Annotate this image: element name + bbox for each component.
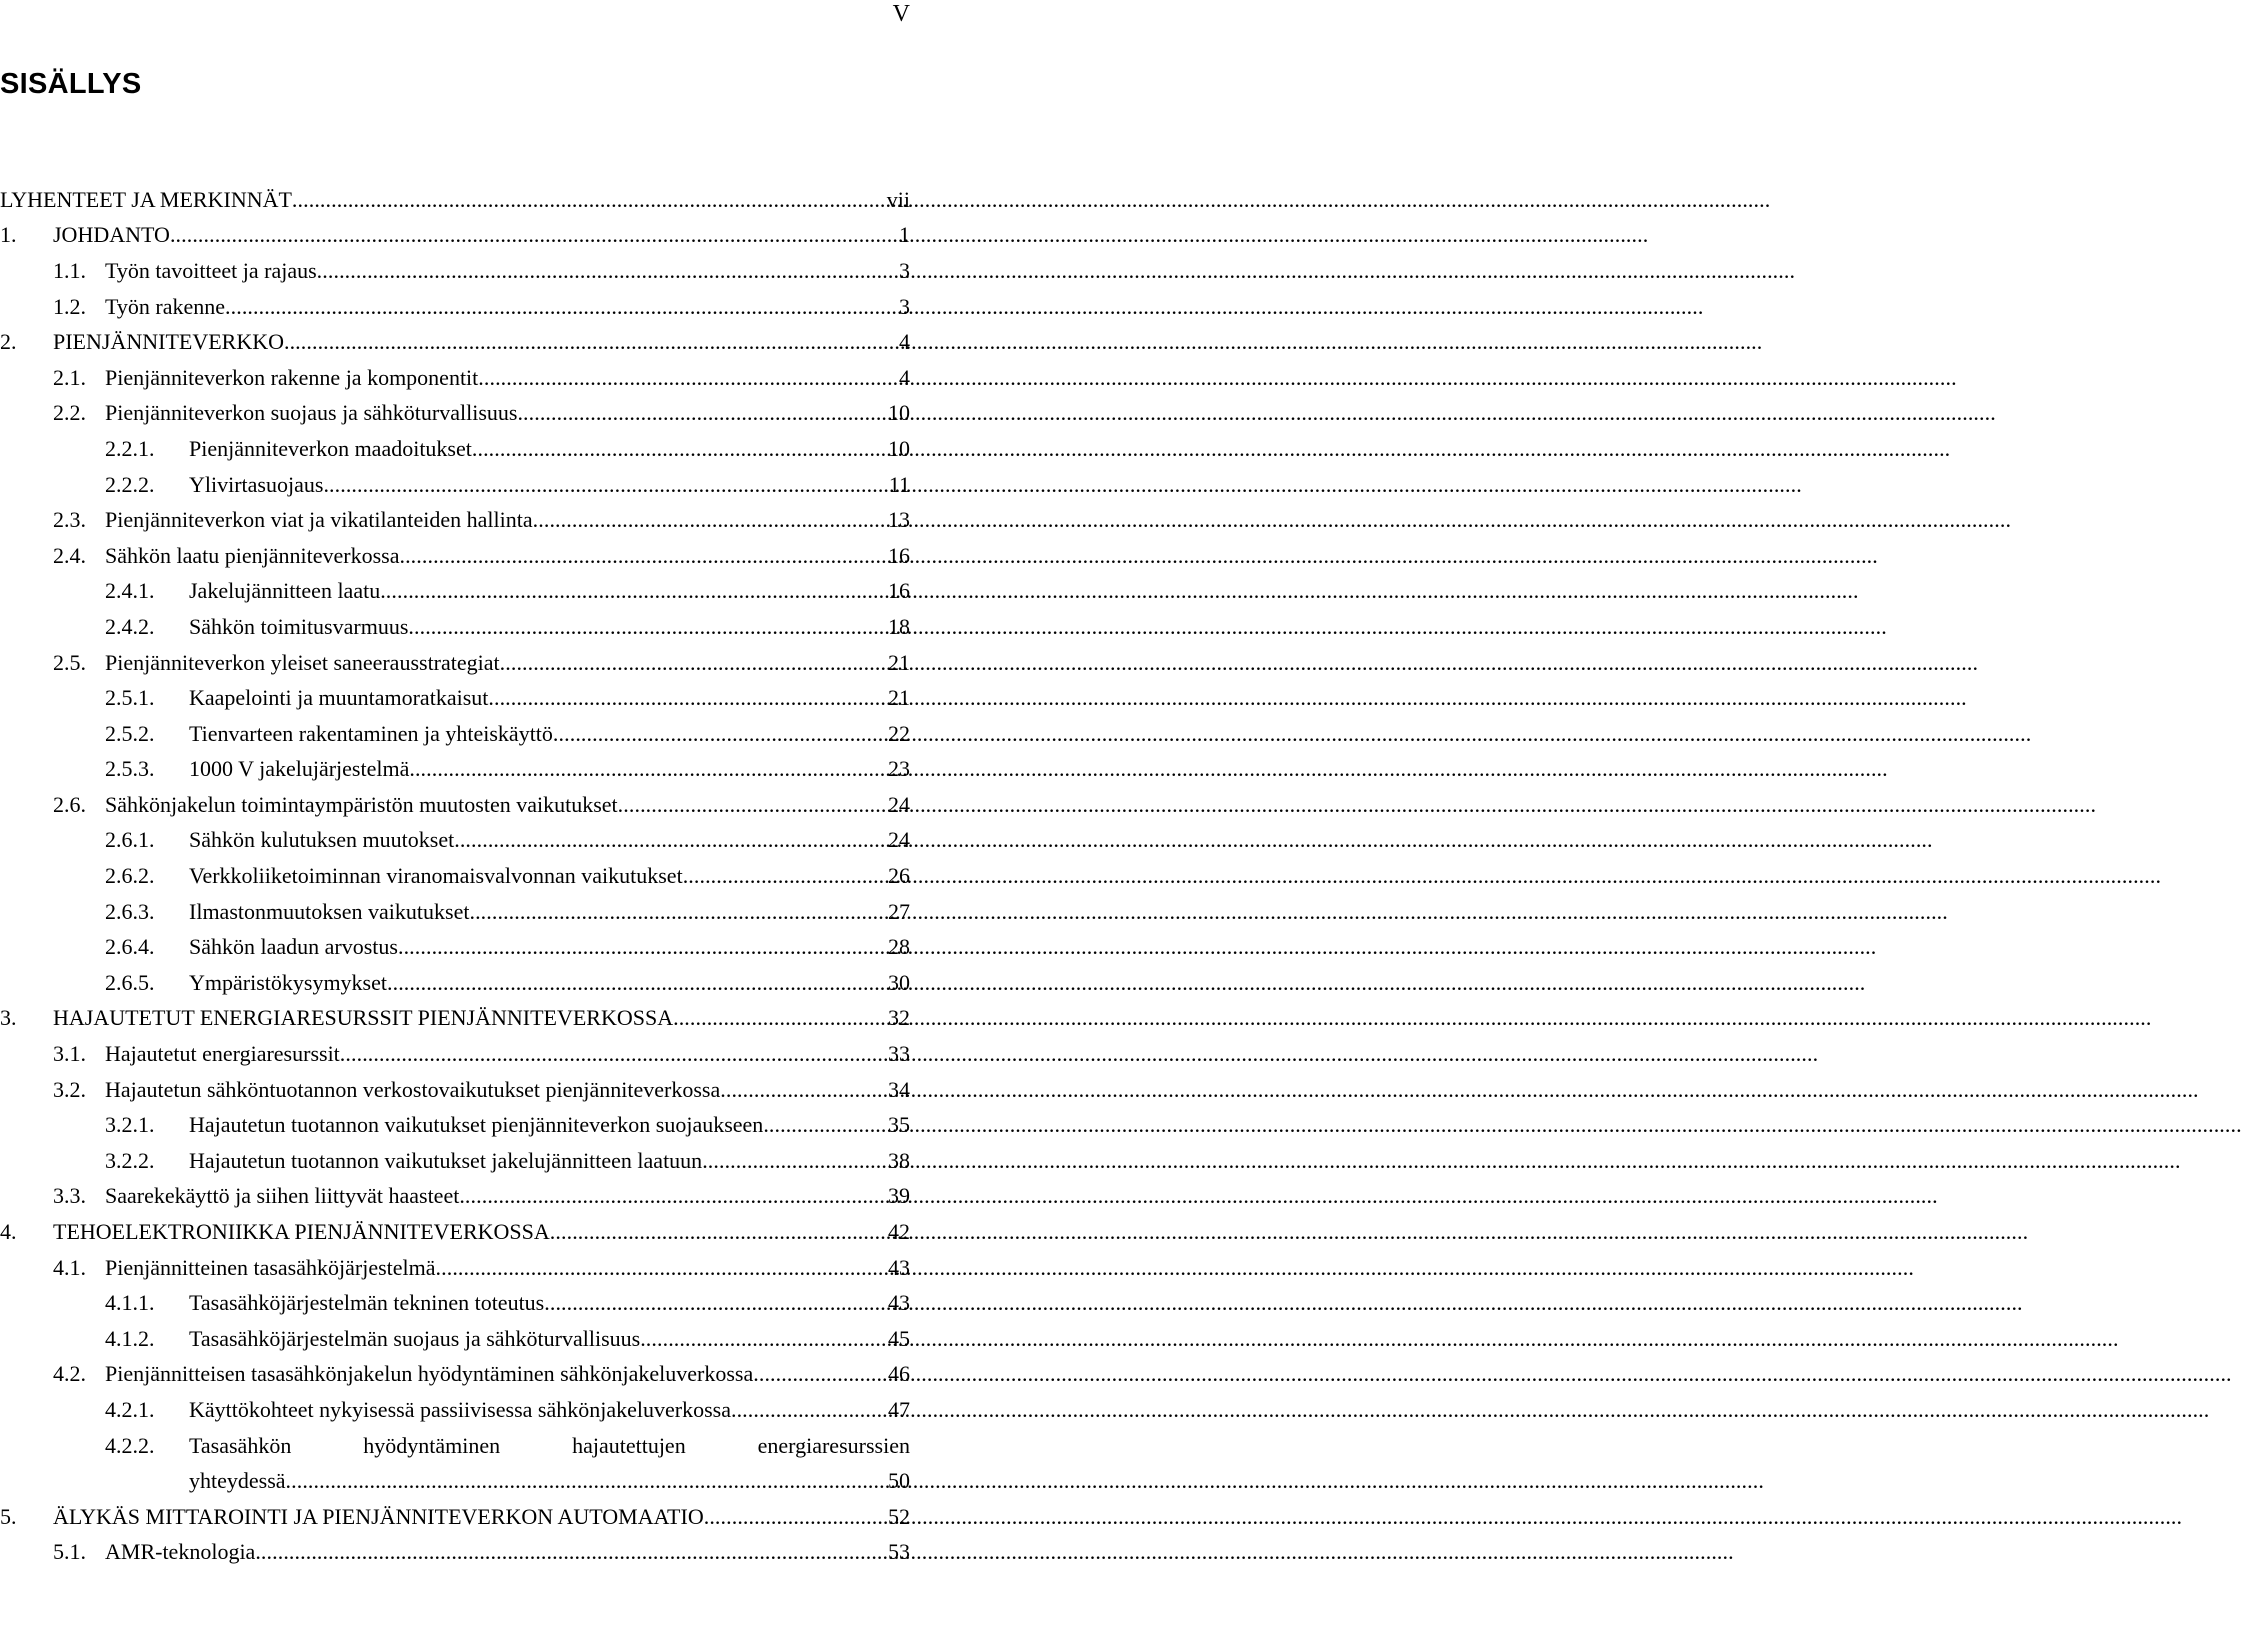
toc-leader-dots xyxy=(720,1077,888,1103)
toc-entry-number: 4.1. xyxy=(53,1254,86,1280)
toc-entry-page: 11 xyxy=(888,471,910,497)
toc-entry-number: 3.2.1. xyxy=(105,1112,155,1138)
toc-entry-page: vii xyxy=(886,186,910,212)
toc-entry-title: Tienvarteen rakentaminen ja yhteiskäyttö xyxy=(189,720,553,746)
toc-entry[interactable] xyxy=(0,1214,910,1250)
toc-entry[interactable] xyxy=(0,680,910,716)
toc-entry[interactable] xyxy=(0,467,910,503)
toc-leader-dots xyxy=(340,1041,888,1067)
toc-entry-page: 21 xyxy=(888,649,910,675)
toc-entry-number: 2.6.5. xyxy=(105,969,155,995)
toc-leader-dots xyxy=(544,1290,888,1316)
toc-entry-page: 18 xyxy=(888,613,910,639)
toc-entry-number: 2.6.4. xyxy=(105,934,155,960)
toc-entry-title: Kaapelointi ja muuntamoratkaisut xyxy=(189,685,489,711)
toc-entry-page: 10 xyxy=(888,400,910,426)
toc-entry-page: 3 xyxy=(899,257,910,283)
toc-leader-dots xyxy=(255,1539,888,1565)
toc-entry-number: 4.2.2. xyxy=(105,1432,155,1458)
toc-entry[interactable] xyxy=(0,324,910,360)
toc-entry-title: Tasasähköjärjestelmän tekninen toteutus xyxy=(189,1290,545,1316)
toc-entry-page: 13 xyxy=(888,507,910,533)
toc-entry[interactable] xyxy=(0,431,910,467)
toc-entry-title: Käyttökohteet nykyisessä passiivisessa sähkönjakeluverkossa xyxy=(189,1396,731,1422)
toc-entry[interactable] xyxy=(0,752,910,788)
toc-entry-page: 39 xyxy=(888,1183,910,1209)
toc-entry[interactable] xyxy=(0,1428,910,1464)
toc-entry-number: 2.6.3. xyxy=(105,898,155,924)
toc-leader-dots xyxy=(673,1005,888,1031)
toc-entry-page: 43 xyxy=(888,1254,910,1280)
toc-entry-number: 3.2. xyxy=(53,1076,86,1102)
toc-leader-dots xyxy=(436,1255,888,1281)
toc-title-word: hyödyntäminen xyxy=(363,1432,501,1458)
toc-entry-number: 3. xyxy=(0,1005,17,1031)
toc-entry-title: 1000 V jakelujärjestelmä xyxy=(189,756,410,782)
toc-entry-title: LYHENTEET JA MERKINNÄT xyxy=(0,186,292,212)
toc-entry-page: 32 xyxy=(888,1005,910,1031)
toc-entry-page: 23 xyxy=(888,756,910,782)
toc-entry[interactable] xyxy=(0,1321,910,1357)
toc-entry-number: 3.2.2. xyxy=(105,1147,155,1173)
toc-entry-page: 22 xyxy=(888,720,910,746)
toc-entry-title: Pienjänniteverkon suojaus ja sähköturvallisuus xyxy=(105,400,518,426)
toc-entry[interactable] xyxy=(0,965,910,1001)
toc-leader-dots xyxy=(380,578,888,604)
toc-entry[interactable] xyxy=(0,1072,910,1108)
toc-entry-title: yhteydessä xyxy=(189,1468,286,1494)
toc-entry-title: Saarekekäyttö ja siihen liittyvät haasteet xyxy=(105,1183,460,1209)
toc-leader-dots xyxy=(550,1219,888,1245)
toc-entry-page: 27 xyxy=(888,898,910,924)
toc-leader-dots xyxy=(323,472,888,498)
toc-entry-title: Ilmastonmuutoksen vaikutukset xyxy=(189,898,470,924)
toc-entry-page: 21 xyxy=(888,685,910,711)
toc-leader-dots xyxy=(753,1361,888,1387)
toc-title-word: hajautettujen xyxy=(572,1432,686,1458)
toc-entry-title: Pienjännitteinen tasasähköjärjestelmä xyxy=(105,1254,436,1280)
toc-leader-dots xyxy=(702,1148,888,1174)
toc-entry-title: Tasasähköjärjestelmän suojaus ja sähköturvallisuus xyxy=(189,1325,641,1351)
toc-entry[interactable] xyxy=(0,858,910,894)
toc-leader-dots xyxy=(408,614,888,640)
toc-entry-title: Työn tavoitteet ja rajaus xyxy=(105,257,317,283)
toc-entry-page: 4 xyxy=(899,329,910,355)
toc-entry-title: JOHDANTO xyxy=(53,222,170,248)
toc-entry-title: Pienjänniteverkon rakenne ja komponentit xyxy=(105,364,479,390)
toc-entry-number: 2.4.1. xyxy=(105,578,155,604)
toc-title-word: Tasasähkön xyxy=(189,1432,292,1458)
toc-leader-dots xyxy=(500,650,888,676)
toc-title-word: energiaresurssien xyxy=(757,1432,910,1458)
toc-entry-page: 33 xyxy=(888,1041,910,1067)
toc-entry-page: 38 xyxy=(888,1147,910,1173)
toc-entry-title: Pienjänniteverkon yleiset saneerausstrategiat xyxy=(105,649,500,675)
toc-entry[interactable] xyxy=(0,894,910,930)
toc-entry-number: 2.6. xyxy=(53,791,86,817)
toc-entry-number: 2.6.2. xyxy=(105,863,155,889)
toc-leader-dots xyxy=(317,258,896,284)
toc-entry-number: 5.1. xyxy=(53,1539,86,1565)
table-of-contents xyxy=(0,182,910,1570)
toc-entry[interactable] xyxy=(0,1535,910,1571)
toc-leader-dots xyxy=(640,1326,888,1352)
toc-entry-page: 4 xyxy=(899,364,910,390)
page-number: V xyxy=(892,1,910,27)
toc-leader-dots xyxy=(225,294,896,320)
toc-entry[interactable] xyxy=(0,1357,910,1393)
toc-entry-title: Hajautetun sähköntuotannon verkostovaikutukset pienjänniteverkossa xyxy=(105,1076,721,1102)
toc-entry-number: 4.1.1. xyxy=(105,1290,155,1316)
toc-entry-number: 2.1. xyxy=(53,364,86,390)
toc-entry[interactable] xyxy=(0,1107,910,1143)
toc-entry-number: 3.1. xyxy=(53,1041,86,1067)
toc-entry-page: 45 xyxy=(888,1325,910,1351)
toc-entry-title: Sähkön kulutuksen muutokset xyxy=(189,827,455,853)
toc-entry[interactable] xyxy=(0,182,910,218)
toc-entry-number: 1.2. xyxy=(53,293,86,319)
toc-leader-dots xyxy=(763,1112,888,1138)
toc-entry-page: 24 xyxy=(888,791,910,817)
toc-entry-number: 5. xyxy=(0,1503,17,1529)
toc-leader-dots xyxy=(517,400,888,426)
toc-entry[interactable] xyxy=(0,253,910,289)
toc-entry-page: 52 xyxy=(888,1503,910,1529)
toc-entry-number: 2.5.2. xyxy=(105,720,155,746)
toc-entry-number: 1. xyxy=(0,222,17,248)
toc-entry-title: Sähkön laadun arvostus xyxy=(189,934,398,960)
toc-entry-page: 46 xyxy=(888,1361,910,1387)
toc-entry[interactable] xyxy=(0,1179,910,1215)
toc-entry-page: 47 xyxy=(888,1396,910,1422)
toc-leader-dots xyxy=(399,543,888,569)
toc-leader-dots xyxy=(618,792,888,818)
toc-entry[interactable] xyxy=(0,609,910,645)
toc-entry-title: Sähkön toimitusvarmuus xyxy=(189,613,409,639)
toc-entry-title: Sähkön laatu pienjänniteverkossa xyxy=(105,542,400,568)
toc-entry-number: 2.4.2. xyxy=(105,613,155,639)
toc-entry-title: Pienjännitteisen tasasähkönjakelun hyödyntäminen sähkönjakeluverkossa xyxy=(105,1361,754,1387)
toc-leader-dots xyxy=(731,1397,888,1423)
toc-entry-title: Pienjänniteverkon maadoitukset xyxy=(189,435,472,461)
toc-entry-number: 2.5.1. xyxy=(105,685,155,711)
toc-entry-title: Hajautetun tuotannon vaikutukset jakelujännitteen laatuun xyxy=(189,1147,703,1173)
toc-entry-title: Hajautetun tuotannon vaikutukset pienjänniteverkon suojaukseen xyxy=(189,1112,764,1138)
toc-entry-title xyxy=(189,1433,910,1459)
toc-entry-title: Hajautetut energiaresurssit xyxy=(105,1041,340,1067)
page-title: SISÄLLYS xyxy=(0,68,142,100)
toc-entry-number: 4.1.2. xyxy=(105,1325,155,1351)
toc-entry-title: Sähkönjakelun toimintaympäristön muutosten vaikutukset xyxy=(105,791,618,817)
toc-entry-number: 2. xyxy=(0,329,17,355)
toc-entry-title: Jakelujännitteen laatu xyxy=(189,578,381,604)
toc-leader-dots xyxy=(488,685,888,711)
toc-entry-page: 50 xyxy=(888,1468,910,1494)
toc-entry-number: 2.5.3. xyxy=(105,756,155,782)
toc-entry[interactable] xyxy=(0,1001,910,1037)
toc-entry[interactable] xyxy=(0,1036,910,1072)
toc-entry[interactable] xyxy=(0,929,910,965)
toc-entry-title: Pienjänniteverkon viat ja vikatilanteiden hallinta xyxy=(105,507,533,533)
toc-entry-title: PIENJÄNNITEVERKKO xyxy=(53,329,284,355)
toc-leader-dots xyxy=(409,756,888,782)
toc-entry-title: HAJAUTETUT ENERGIARESURSSIT PIENJÄNNITEVERKOSSA xyxy=(53,1005,674,1031)
toc-leader-dots xyxy=(170,222,896,248)
toc-entry[interactable] xyxy=(0,218,910,254)
toc-entry[interactable] xyxy=(0,787,910,823)
toc-entry-number: 2.2.1. xyxy=(105,435,155,461)
toc-entry-number: 2.4. xyxy=(53,542,86,568)
toc-entry[interactable] xyxy=(0,396,910,432)
toc-entry-page: 16 xyxy=(888,578,910,604)
toc-entry-page: 53 xyxy=(888,1539,910,1565)
toc-entry[interactable] xyxy=(0,1285,910,1321)
toc-entry[interactable] xyxy=(0,360,910,396)
toc-leader-dots xyxy=(533,507,888,533)
toc-entry-title: Työn rakenne xyxy=(105,293,226,319)
toc-entry-page: 3 xyxy=(899,293,910,319)
toc-entry[interactable] xyxy=(0,574,910,610)
toc-entry-page: 16 xyxy=(888,542,910,568)
toc-entry-page: 43 xyxy=(888,1290,910,1316)
toc-entry-title: Ympäristökysymykset xyxy=(189,969,387,995)
toc-entry[interactable] xyxy=(0,289,910,325)
toc-entry-number: 1.1. xyxy=(53,257,86,283)
toc-entry[interactable] xyxy=(0,1499,910,1535)
toc-entry[interactable] xyxy=(0,1250,910,1286)
toc-entry-continuation[interactable] xyxy=(0,1463,910,1499)
toc-entry-title: AMR-teknologia xyxy=(105,1539,256,1565)
toc-entry-page: 10 xyxy=(888,435,910,461)
toc-entry-number: 2.5. xyxy=(53,649,86,675)
toc-leader-dots xyxy=(284,329,896,355)
toc-leader-dots xyxy=(478,365,896,391)
toc-leader-dots xyxy=(553,721,888,747)
toc-entry[interactable] xyxy=(0,538,910,574)
toc-leader-dots xyxy=(454,827,888,853)
toc-entry-number: 3.3. xyxy=(53,1183,86,1209)
toc-leader-dots xyxy=(704,1504,888,1530)
toc-leader-dots xyxy=(387,970,888,996)
toc-entry[interactable] xyxy=(0,1392,910,1428)
toc-entry-title: Ylivirtasuojaus xyxy=(189,471,324,497)
toc-entry[interactable] xyxy=(0,823,910,859)
toc-entry-number: 2.2.2. xyxy=(105,471,155,497)
toc-entry-page: 26 xyxy=(888,863,910,889)
toc-entry-number: 4. xyxy=(0,1219,17,1245)
toc-entry-number: 4.2. xyxy=(53,1361,86,1387)
toc-entry[interactable] xyxy=(0,645,910,681)
toc-entry[interactable] xyxy=(0,1143,910,1179)
toc-leader-dots xyxy=(286,1468,888,1494)
toc-leader-dots xyxy=(398,934,888,960)
toc-entry-page: 24 xyxy=(888,827,910,853)
toc-entry-number: 2.3. xyxy=(53,507,86,533)
toc-leader-dots xyxy=(472,436,888,462)
toc-entry[interactable] xyxy=(0,716,910,752)
toc-entry-number: 4.2.1. xyxy=(105,1396,155,1422)
toc-entry-title: Verkkoliiketoiminnan viranomaisvalvonnan vaikutukset xyxy=(189,863,683,889)
toc-entry-page: 34 xyxy=(888,1076,910,1102)
toc-leader-dots xyxy=(683,863,888,889)
toc-entry-title: TEHOELEKTRONIIKKA PIENJÄNNITEVERKOSSA xyxy=(53,1219,550,1245)
toc-entry-page: 1 xyxy=(899,222,910,248)
toc-entry-page: 30 xyxy=(888,969,910,995)
toc-entry-title: ÄLYKÄS MITTAROINTI JA PIENJÄNNITEVERKON AUTOMAATIO xyxy=(53,1503,704,1529)
toc-entry[interactable] xyxy=(0,502,910,538)
toc-entry-number: 2.6.1. xyxy=(105,827,155,853)
toc-leader-dots xyxy=(459,1183,888,1209)
toc-leader-dots xyxy=(469,899,888,925)
toc-entry-number: 2.2. xyxy=(53,400,86,426)
toc-entry-page: 42 xyxy=(888,1219,910,1245)
toc-leader-dots xyxy=(292,187,887,213)
toc-entry-page: 28 xyxy=(888,934,910,960)
toc-entry-page: 35 xyxy=(888,1112,910,1138)
